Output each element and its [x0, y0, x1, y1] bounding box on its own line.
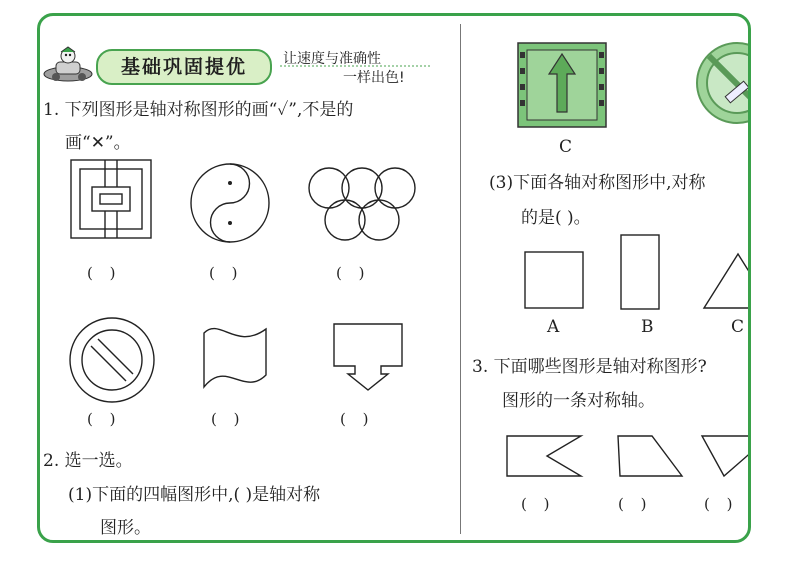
- figure-prohibition-sign: [68, 316, 156, 404]
- question-1-line-1: 1. 下列图形是轴对称图形的画“✓”,不是的: [43, 100, 354, 120]
- answer-paren-5[interactable]: ( ): [211, 410, 246, 428]
- option-label-c: C: [731, 317, 745, 337]
- section-banner: 基础巩固提优: [96, 49, 272, 85]
- worksheet-frame: [37, 13, 751, 543]
- answer-paren-6[interactable]: ( ): [340, 410, 375, 428]
- question-2-title: 2. 选一选。: [43, 451, 133, 471]
- option-label-a: A: [547, 317, 560, 337]
- slogan-underline: [280, 64, 430, 68]
- figure-arrow-shape: [332, 322, 404, 392]
- figure-triangle-c: [702, 252, 751, 310]
- figure-zhong-pattern: [70, 159, 152, 239]
- answer-paren-3[interactable]: ( ): [336, 264, 371, 282]
- answer-paren-7[interactable]: ( ): [521, 495, 556, 513]
- question-2-1-line-1: (1)下面的四幅图形中,( )是轴对称: [68, 485, 321, 505]
- question-2-1-line-2: 图形。: [100, 518, 151, 538]
- figure-five-rings: [307, 166, 417, 248]
- label-c-top: C: [559, 137, 573, 157]
- figure-square-a: [524, 251, 584, 309]
- answer-paren-1[interactable]: ( ): [87, 264, 122, 282]
- figure-yin-yang: [189, 162, 271, 244]
- figure-trapezoid: [616, 434, 686, 478]
- figure-rectangle-b: [620, 234, 660, 310]
- slogan-line-1: 让速度与准确性: [283, 51, 381, 67]
- question-1-line-2: 画“✕”。: [65, 133, 131, 153]
- answer-paren-2[interactable]: ( ): [209, 264, 244, 282]
- figure-down-triangle: [700, 434, 751, 478]
- question-3-line-1: 3. 下面哪些图形是轴对称图形?: [472, 357, 707, 377]
- answer-paren-4[interactable]: ( ): [87, 410, 122, 428]
- figure-wave-shape: [200, 321, 270, 393]
- question-2-3-line-2: 的是( )。: [521, 208, 591, 228]
- slogan-line-2: 一样出色!: [343, 70, 405, 86]
- question-3-line-2: 图形的一条对称轴。: [502, 391, 655, 411]
- no-smoking-sign-icon: [695, 38, 751, 128]
- car-mascot-icon: [42, 44, 94, 84]
- answer-paren-8[interactable]: ( ): [618, 495, 653, 513]
- column-divider: [460, 24, 461, 534]
- arrow-up-sign-icon: [517, 42, 607, 128]
- answer-paren-9[interactable]: ( ): [704, 495, 739, 513]
- figure-notched-shape: [505, 434, 585, 478]
- question-2-3-line-1: (3)下面各轴对称图形中,对称: [489, 173, 706, 193]
- option-label-b: B: [641, 317, 654, 337]
